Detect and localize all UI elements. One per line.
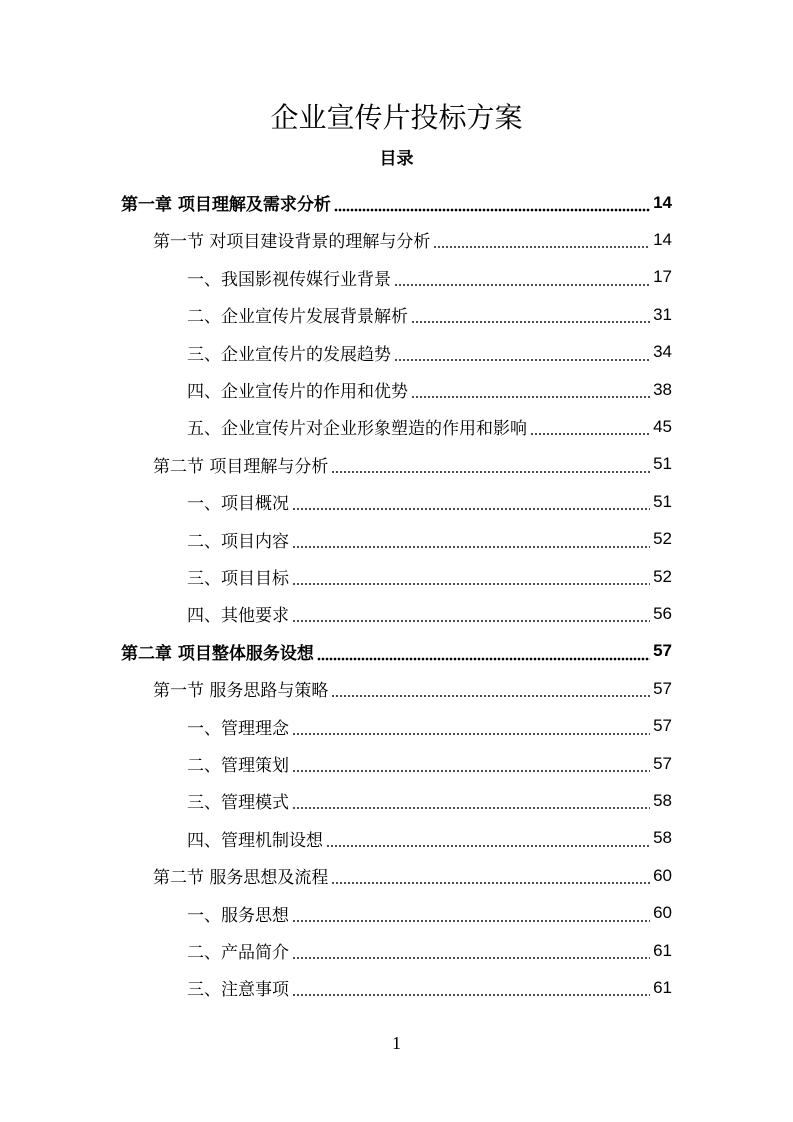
toc-subsection-entry[interactable] xyxy=(187,708,672,745)
toc-entry-label: 一、管理理念 xyxy=(187,718,289,739)
page-number: 1 xyxy=(392,1033,401,1053)
toc-dot-leader xyxy=(292,745,650,782)
toc-subsection-entry[interactable] xyxy=(187,521,672,558)
toc-dot-leader xyxy=(326,820,650,857)
toc-entry-label: 二、项目内容 xyxy=(187,531,289,552)
toc-entry-label: 三、注意事项 xyxy=(187,980,289,1001)
toc-entry-label: 四、管理机制设想 xyxy=(187,830,323,851)
toc-page-number: 58 xyxy=(653,790,672,810)
toc-dot-leader xyxy=(433,221,650,258)
toc-page-number: 56 xyxy=(653,603,672,623)
toc-entry-label: 一、我国影视传媒行业背景 xyxy=(187,269,391,290)
toc-subsection-entry[interactable] xyxy=(187,296,672,333)
toc-page-number: 34 xyxy=(653,342,672,362)
toc-page-number: 57 xyxy=(653,753,672,773)
toc-dot-leader xyxy=(292,782,650,819)
toc-dot-leader xyxy=(292,969,650,1006)
toc-section-entry[interactable] xyxy=(153,446,672,483)
toc-page-number: 52 xyxy=(653,529,672,549)
toc-page-number: 57 xyxy=(653,716,672,736)
toc-dot-leader xyxy=(411,371,650,408)
toc-subsection-entry[interactable] xyxy=(187,932,672,969)
toc-dot-leader xyxy=(292,558,650,595)
toc-subsection-entry[interactable] xyxy=(187,782,672,819)
toc-entry-label: 一、项目概况 xyxy=(187,494,289,515)
toc-dot-leader xyxy=(411,296,650,333)
toc-entry-label: 第一章 项目理解及需求分析 xyxy=(121,195,331,215)
toc-subsection-entry[interactable] xyxy=(187,334,672,371)
toc-entry-label: 二、产品简介 xyxy=(187,943,289,963)
toc-entry-label: 第二节 项目理解与分析 xyxy=(153,456,329,477)
toc-dot-leader xyxy=(331,670,650,707)
toc-section-entry[interactable] xyxy=(153,857,672,894)
document-title: 企业宣传片投标方案 xyxy=(270,101,523,134)
toc-dot-leader xyxy=(317,633,650,670)
toc-subsection-entry[interactable] xyxy=(187,483,672,520)
toc-dot-leader xyxy=(292,708,650,745)
toc-page-number: 17 xyxy=(653,267,672,287)
toc-subsection-entry[interactable] xyxy=(187,820,672,857)
toc-entry-label: 四、企业宣传片的作用和优势 xyxy=(187,382,408,402)
toc-dot-leader xyxy=(334,184,650,221)
toc-dot-leader xyxy=(292,521,650,558)
toc-page-number: 51 xyxy=(653,454,672,474)
toc-page-number: 52 xyxy=(653,566,672,586)
toc-subsection-entry[interactable] xyxy=(187,745,672,782)
toc-page-number: 14 xyxy=(653,192,672,212)
toc-dot-leader xyxy=(394,259,650,296)
toc-page-number: 51 xyxy=(653,491,672,511)
toc-subsection-entry[interactable] xyxy=(187,895,672,932)
toc-page-number: 45 xyxy=(653,416,672,436)
toc-page-number: 57 xyxy=(653,678,672,698)
toc-page-number: 31 xyxy=(653,304,672,324)
toc-page-number: 38 xyxy=(653,379,672,399)
toc-subsection-entry[interactable] xyxy=(187,371,672,408)
toc-subsection-entry[interactable] xyxy=(187,408,672,445)
toc-entry-label: 三、项目目标 xyxy=(187,569,289,589)
toc-entry-label: 一、服务思想 xyxy=(187,905,289,926)
toc-section-entry[interactable] xyxy=(153,221,672,258)
toc-dot-leader xyxy=(292,895,650,932)
toc-entry-label: 五、企业宣传片对企业形象塑造的作用和影响 xyxy=(187,419,527,440)
toc-subsection-entry[interactable] xyxy=(187,969,672,1006)
toc-entry-label: 四、其他要求 xyxy=(187,606,289,627)
toc-entry-label: 第一节 对项目建设背景的理解与分析 xyxy=(153,232,431,253)
toc-page-number: 14 xyxy=(653,229,672,249)
toc-dot-leader xyxy=(292,932,650,969)
toc-entry-label: 二、管理策划 xyxy=(187,756,289,776)
toc-page-number: 60 xyxy=(653,903,672,923)
toc-page-number: 58 xyxy=(653,828,672,848)
toc-entry-label: 第二节 服务思想及流程 xyxy=(153,868,329,889)
toc-subsection-entry[interactable] xyxy=(187,558,672,595)
toc-section-entry[interactable] xyxy=(153,670,672,707)
toc-dot-leader xyxy=(394,334,650,371)
toc-dot-leader xyxy=(331,446,650,483)
toc-dot-leader xyxy=(292,483,650,520)
toc-chapter-entry[interactable] xyxy=(121,633,672,670)
toc-entry-label: 第一节 服务思路与策略 xyxy=(153,681,329,702)
toc-dot-leader xyxy=(292,595,650,632)
toc-heading: 目录 xyxy=(379,149,414,169)
toc-page-number: 57 xyxy=(653,641,672,661)
toc-entry-label: 二、企业宣传片发展背景解析 xyxy=(187,307,408,328)
toc-page-number: 61 xyxy=(653,977,672,997)
toc-dot-leader xyxy=(331,857,650,894)
toc-entry-label: 第二章 项目整体服务设想 xyxy=(121,643,314,664)
toc-dot-leader xyxy=(530,408,650,445)
toc-subsection-entry[interactable] xyxy=(187,595,672,632)
toc-entry-label: 三、管理模式 xyxy=(187,793,289,814)
toc-subsection-entry[interactable] xyxy=(187,259,672,296)
toc-page-number: 61 xyxy=(653,940,672,960)
toc-page-number: 60 xyxy=(653,865,672,885)
toc-chapter-entry[interactable] xyxy=(121,184,672,221)
toc-entry-label: 三、企业宣传片的发展趋势 xyxy=(187,344,391,365)
